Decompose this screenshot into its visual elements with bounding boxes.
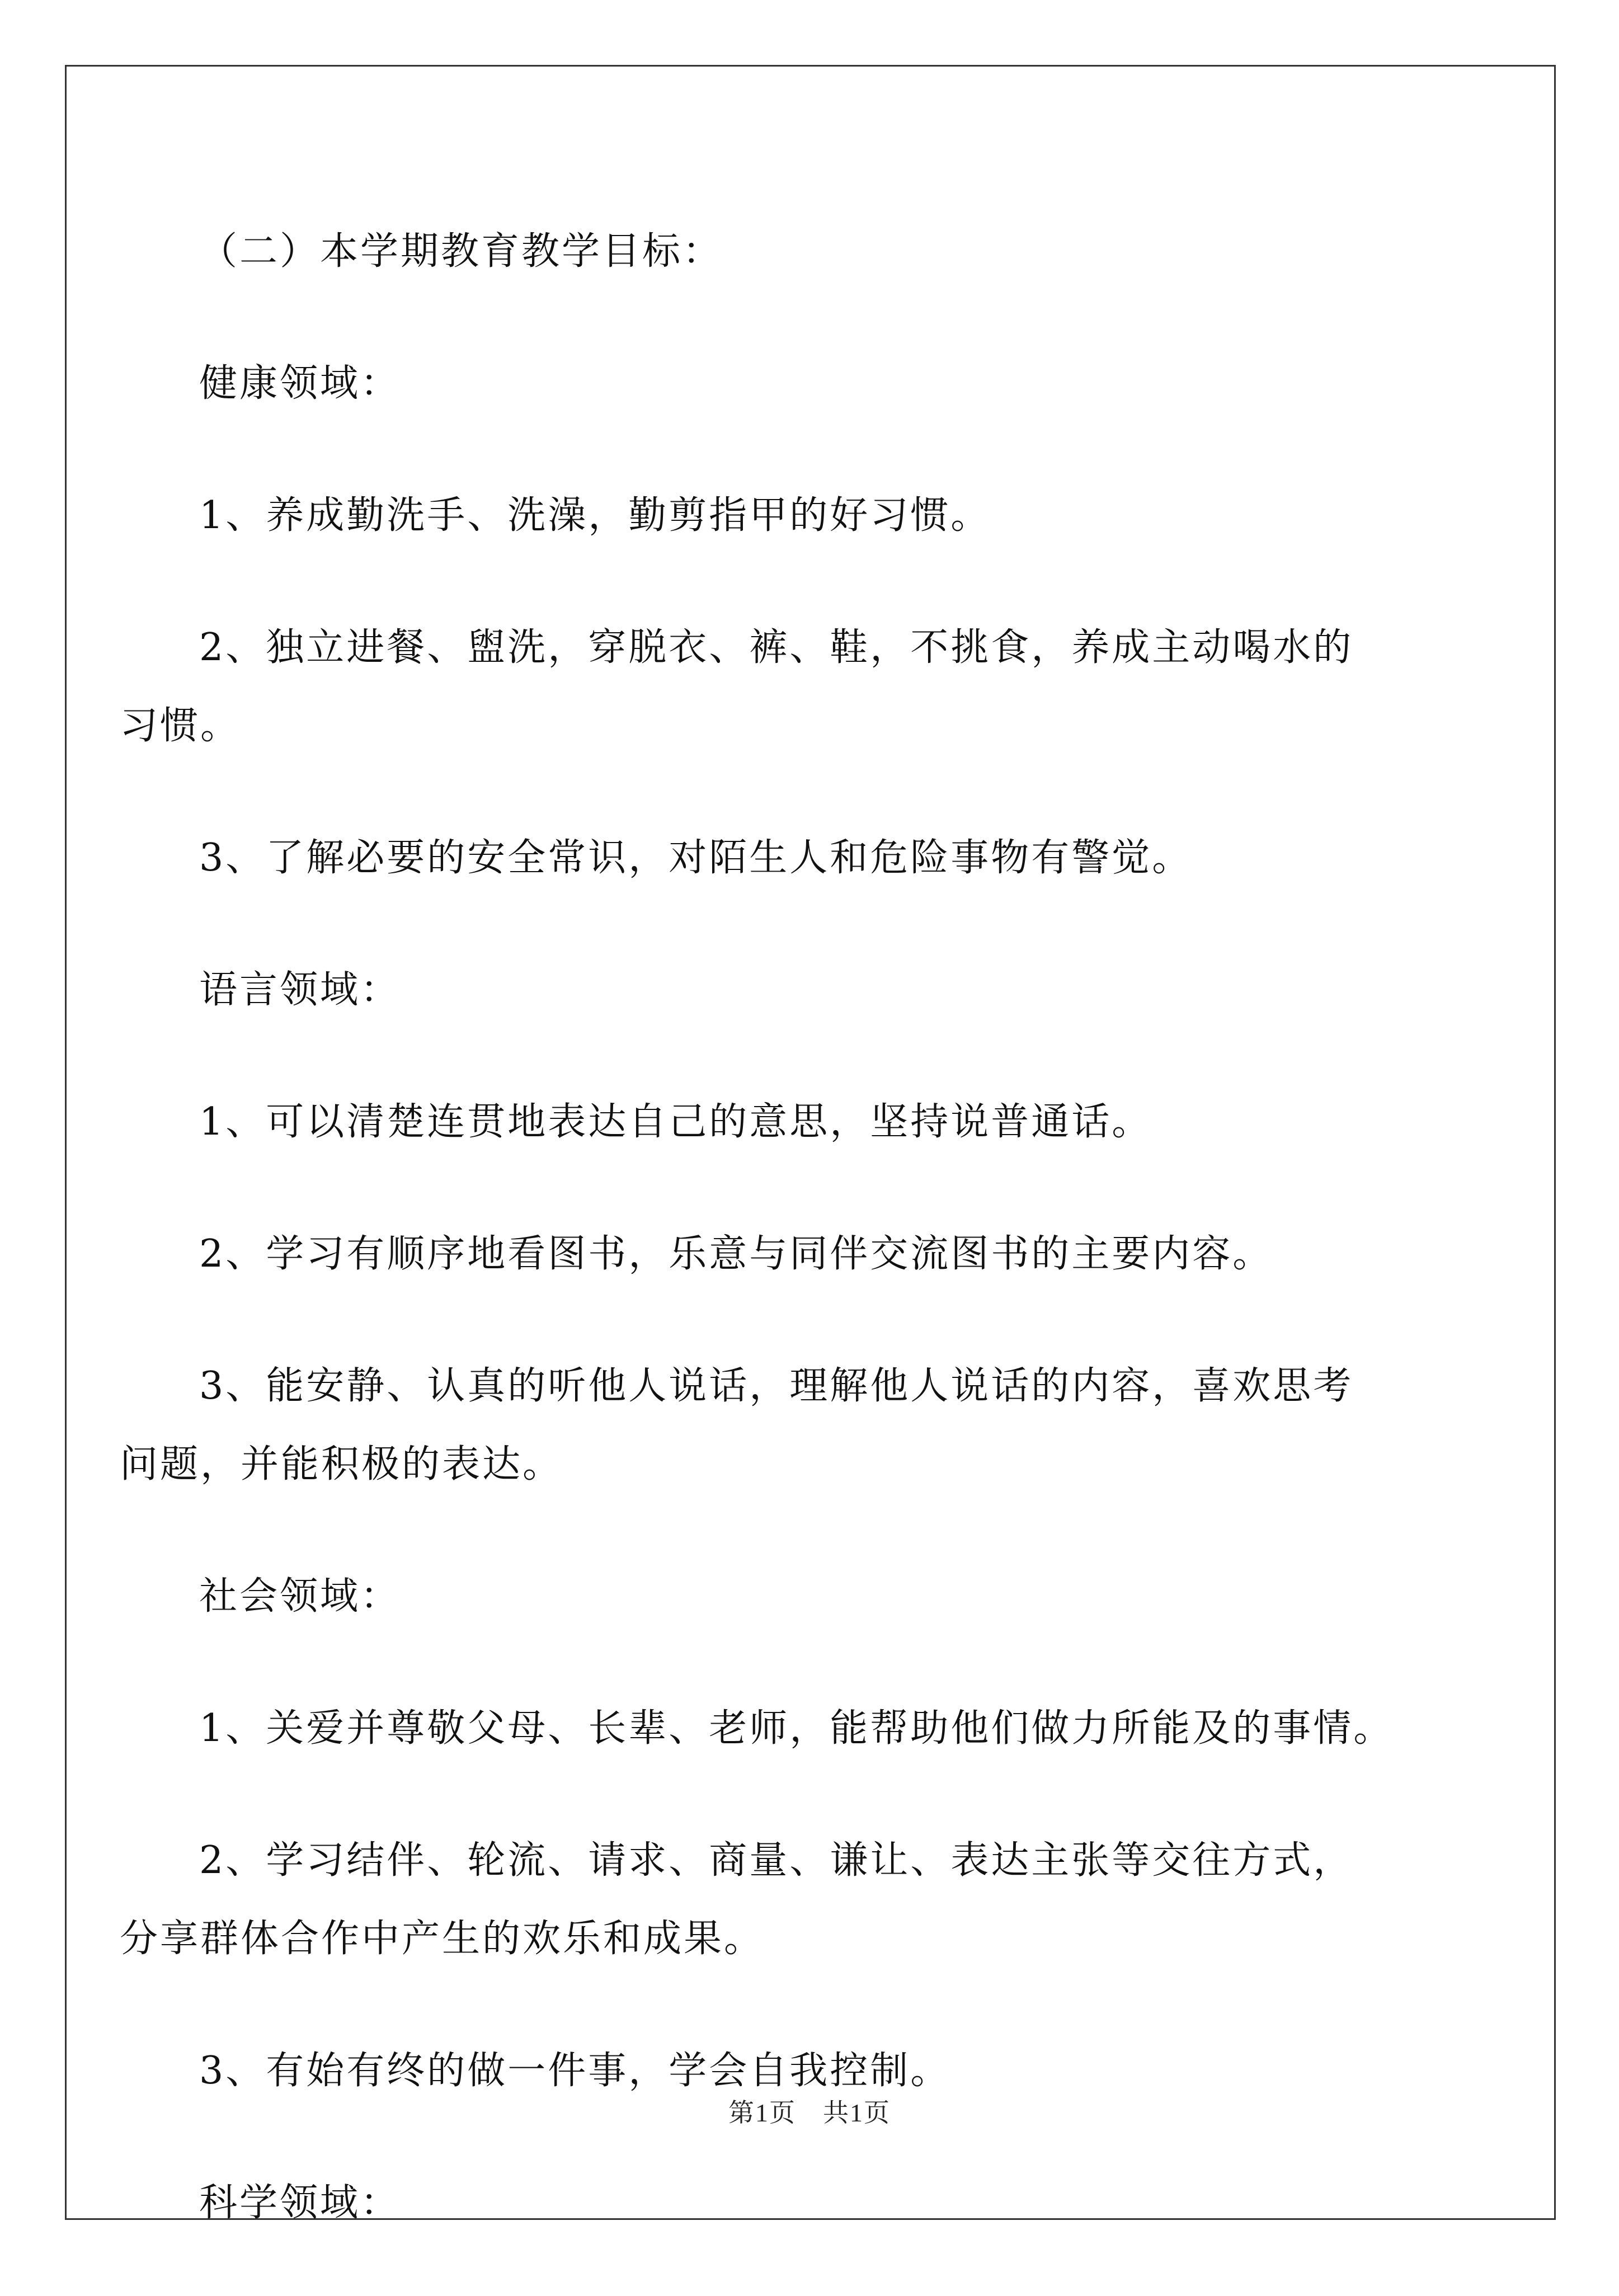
paragraph-language-2: [199, 1215, 1430, 1293]
paragraph-line: 社会领域：: [199, 1574, 401, 1619]
paragraph-social-1: [199, 1690, 1430, 1768]
paragraph-line: 2、学习有顺序地看图书，乐意与同伴交流图书的主要内容。: [199, 1232, 1273, 1276]
paragraph-health-2: [120, 609, 1430, 765]
paragraph-social-2: [120, 1822, 1430, 1978]
paragraph-line: 3、能安静、认真的听他人说话，理解他人说话的内容，喜欢思考: [199, 1364, 1354, 1408]
paragraph-line: 科学领域：: [199, 2181, 401, 2225]
paragraph-line: 健康领域：: [199, 361, 401, 406]
paragraph-health-1: [199, 477, 1430, 555]
paragraph-language-3: [120, 1347, 1430, 1504]
paragraph-line: 分享群体合作中产生的欢乐和成果。: [120, 1917, 765, 1961]
paragraph-line: 1、关爱并尊敬父母、长辈、老师，能帮助他们做力所能及的事情。: [199, 1706, 1394, 1751]
paragraph-line: 语言领域：: [199, 968, 401, 1012]
paragraph-section-heading: [199, 213, 1430, 291]
paragraph-line: （二）本学期教育教学目标：: [199, 229, 723, 274]
paragraph-health-3: [199, 819, 1430, 897]
paragraph-social-heading: [199, 1558, 1430, 1636]
paragraph-line: 3、了解必要的安全常识，对陌生人和危险事物有警觉。: [199, 836, 1193, 880]
paragraph-line: 2、学习结伴、轮流、请求、商量、谦让、表达主张等交往方式，: [199, 1838, 1354, 1883]
paragraph-science-heading: [199, 2164, 1430, 2242]
paragraph-language-heading: [199, 951, 1430, 1029]
paragraph-line: 问题，并能积极的表达。: [120, 1442, 563, 1486]
paragraph-line: 2、独立进餐、盥洗，穿脱衣、裤、鞋，不挑食，养成主动喝水的: [199, 625, 1354, 670]
paragraph-line: 习惯。: [120, 704, 241, 748]
paragraph-line: 1、可以清楚连贯地表达自己的意思，坚持说普通话。: [199, 1100, 1152, 1144]
document-body: [120, 213, 1430, 2296]
paragraph-line: 3、有始有终的做一件事，学会自我控制。: [199, 2049, 951, 2093]
page-footer: 第1页 共1页: [728, 2099, 891, 2127]
paragraph-health-heading: [199, 345, 1430, 423]
paragraph-line: 1、养成勤洗手、洗澡，勤剪指甲的好习惯。: [199, 493, 991, 538]
paragraph-language-1: [199, 1083, 1430, 1161]
